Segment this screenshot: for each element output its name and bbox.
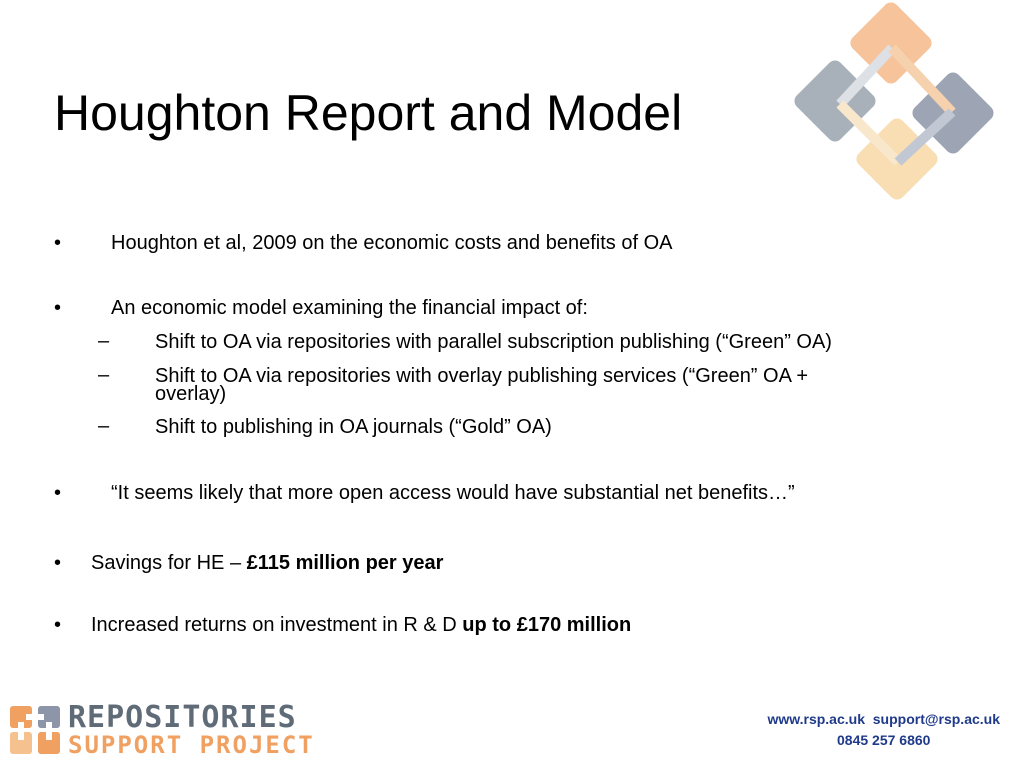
email-link[interactable]: support@rsp.ac.uk bbox=[872, 711, 1000, 727]
bullet-marker: • bbox=[54, 552, 62, 574]
bullet-savings bbox=[91, 551, 443, 575]
sub-bullet-overlay-line1: Shift to OA via repositories with overlay publishing services (“Green” OA + bbox=[155, 365, 809, 387]
slide-title: Houghton Report and Model bbox=[54, 85, 683, 141]
bullet-returns bbox=[91, 613, 631, 637]
returns-prefix: Increased returns on investment in R & D bbox=[91, 614, 463, 636]
sub-bullet-marker: – bbox=[98, 330, 110, 352]
bullet-marker: • bbox=[54, 482, 62, 504]
footer-contact bbox=[767, 709, 1000, 751]
bullet-marker: • bbox=[54, 297, 62, 319]
footer-phone: 0845 257 6860 bbox=[837, 732, 931, 748]
sub-bullet-green-oa: Shift to OA via repositories with parallel subscription publishing (“Green” OA) bbox=[155, 331, 832, 353]
logo-text-support-project: SUPPORT PROJECT bbox=[68, 731, 315, 759]
bullet-marker: • bbox=[54, 614, 62, 636]
savings-prefix: Savings for HE – bbox=[91, 552, 247, 574]
logo-text-repositories: REPOSITORIES bbox=[68, 700, 297, 735]
returns-amount: up to £170 million bbox=[462, 614, 632, 636]
sub-bullet-marker: – bbox=[98, 364, 110, 386]
sub-bullet-overlay-line2: overlay) bbox=[155, 383, 227, 405]
sub-bullet-marker: – bbox=[98, 415, 110, 437]
website-link[interactable]: www.rsp.ac.uk bbox=[767, 711, 865, 727]
rsp-logo-icon bbox=[8, 700, 68, 760]
bullet-economic-model: An economic model examining the financial impact of: bbox=[111, 297, 588, 319]
footer-links-row bbox=[767, 709, 1000, 730]
bullet-houghton-2009: Houghton et al, 2009 on the economic costs and benefits of OA bbox=[111, 232, 673, 254]
savings-amount: £115 million per year bbox=[246, 552, 444, 574]
bullet-marker: • bbox=[54, 232, 62, 254]
bullet-quote: “It seems likely that more open access would have substantial net benefits…” bbox=[111, 482, 795, 504]
sub-bullet-gold-oa: Shift to publishing in OA journals (“Gold” OA) bbox=[155, 416, 552, 438]
